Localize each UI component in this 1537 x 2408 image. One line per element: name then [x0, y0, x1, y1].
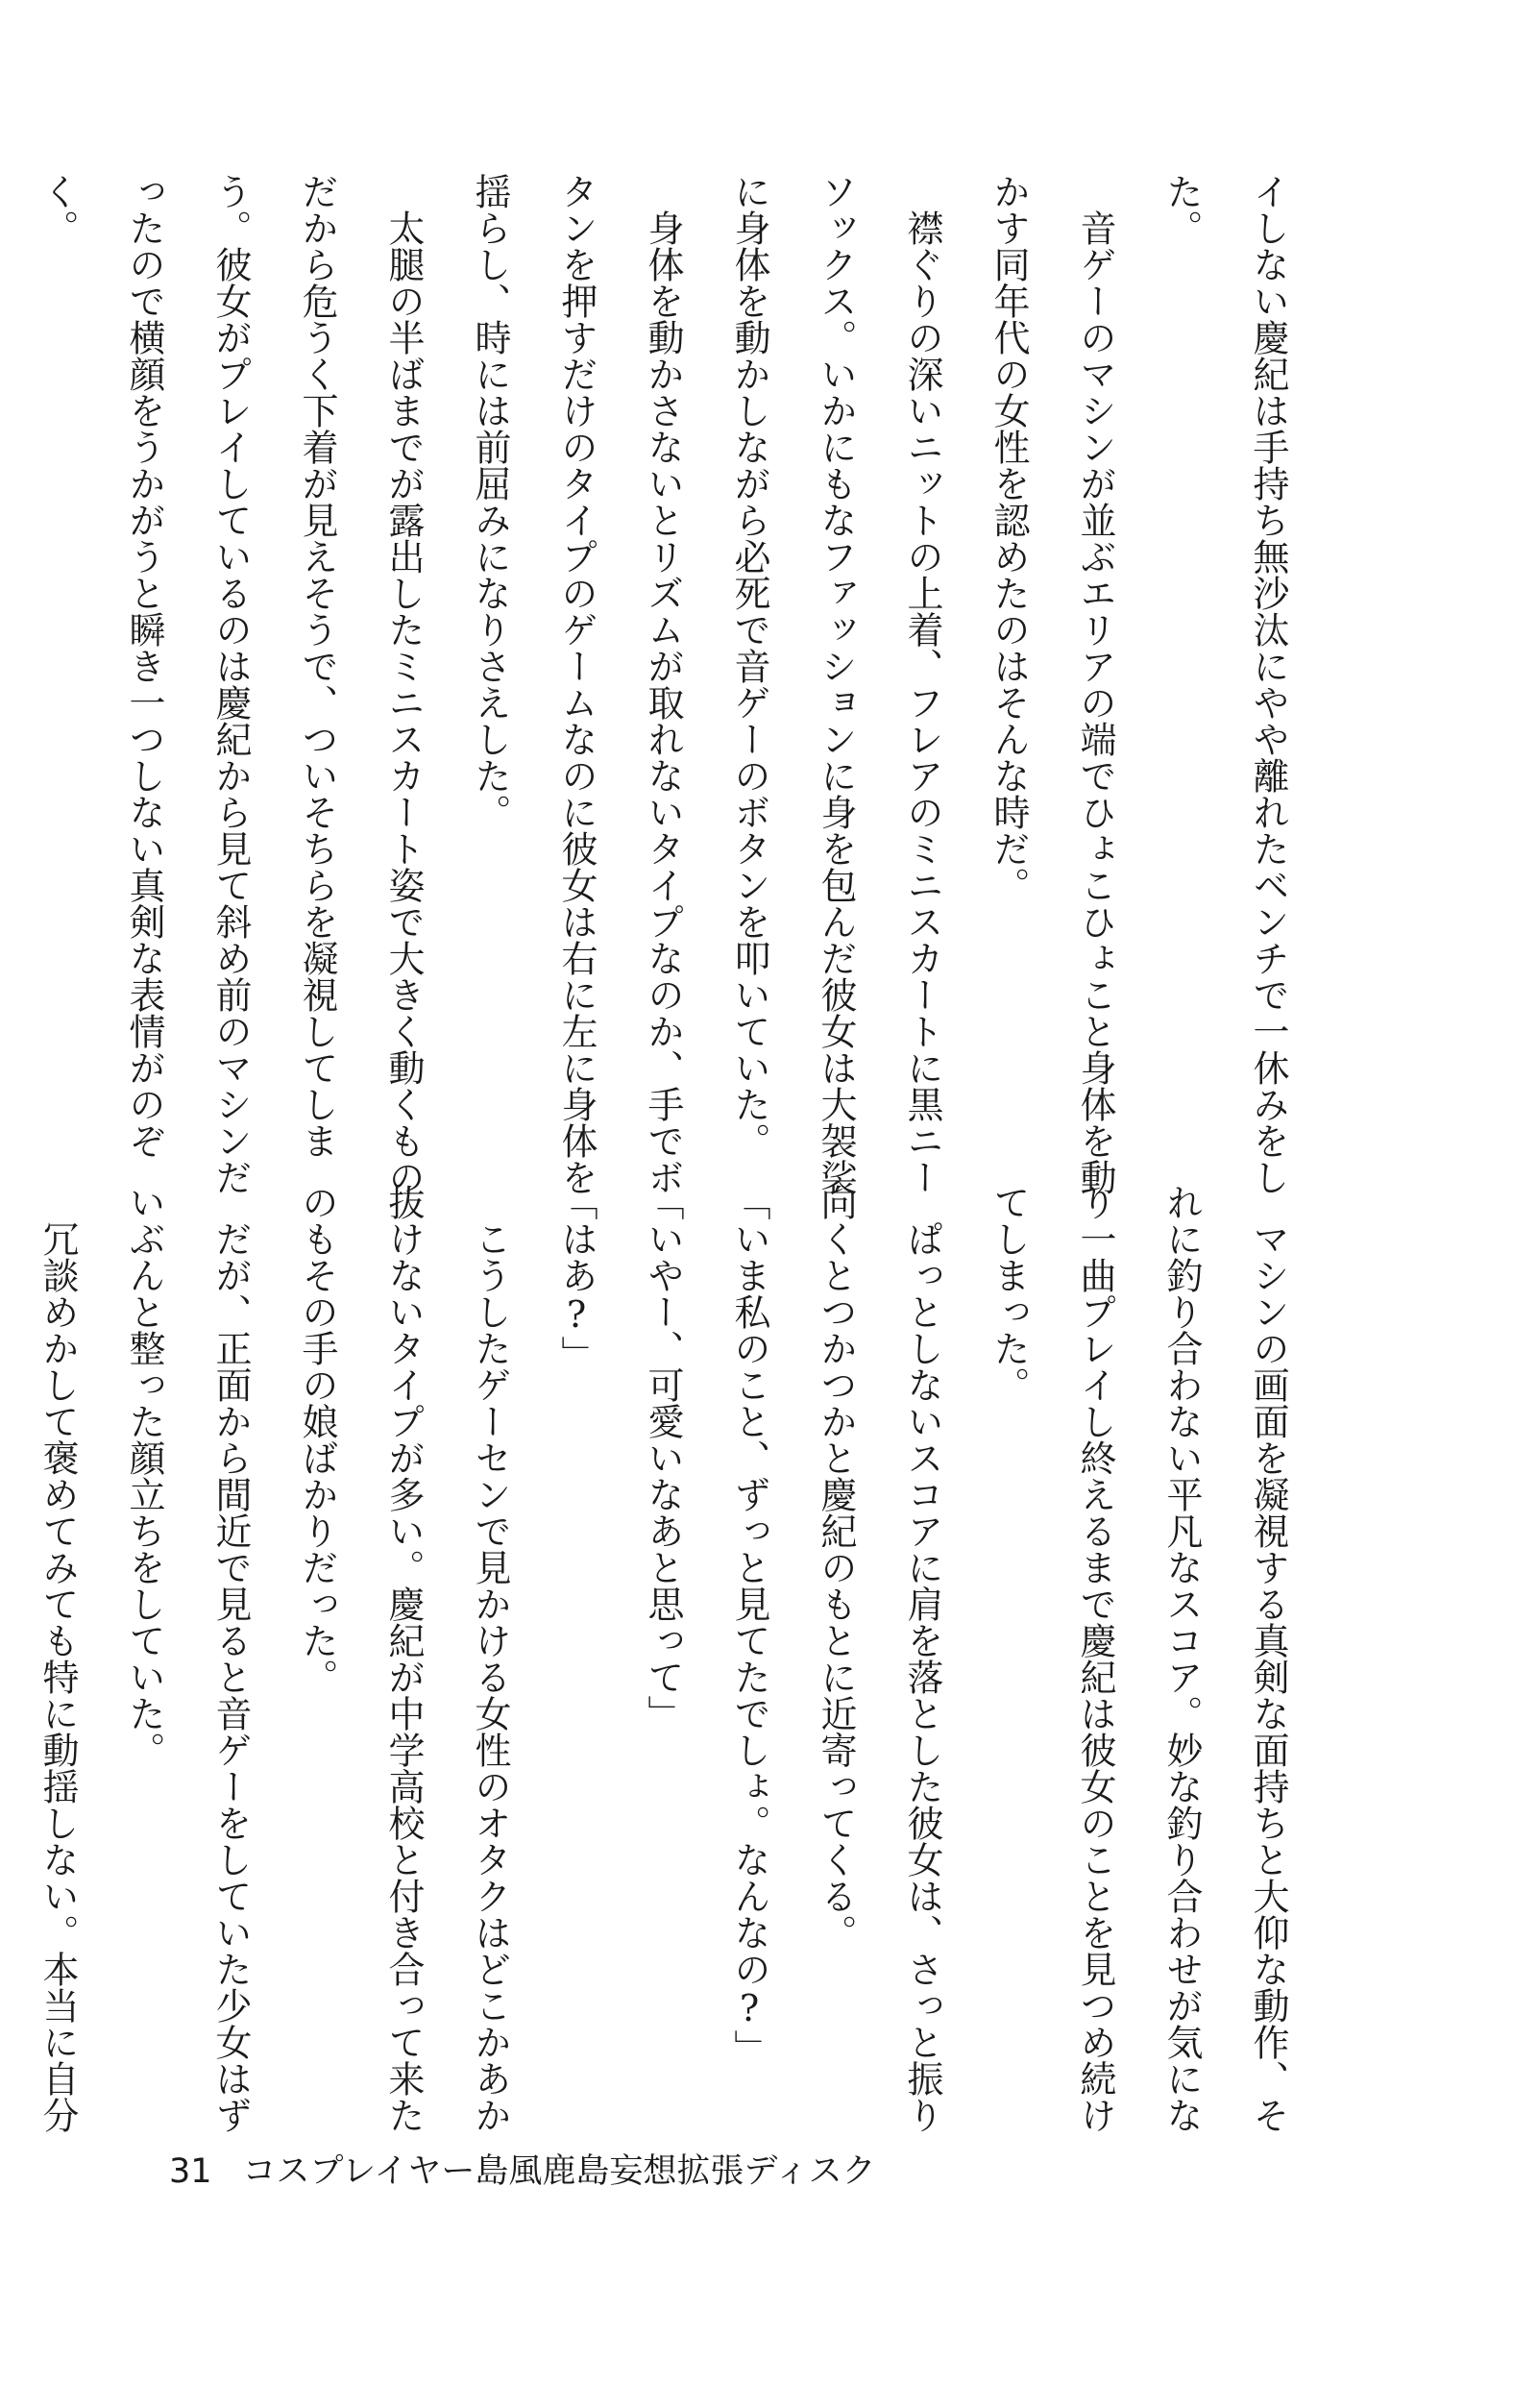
paragraph: マシンの画面を凝視する真剣な面持ちと大仰な動作、それに釣り合わない平凡なスコア。妙な釣り合わせが気になり一曲プレイし終えるまで慶紀は彼女のことを見つめ続けてしまった。 — [988, 1184, 1289, 2133]
paragraph: こうしたゲーセンで見かける女性のオタクはどこかあか抜けないタイプが多い。慶紀が中学高校と付き合って来たのもその手の娘ばかりだった。 — [296, 1184, 511, 2133]
paragraph: 冗談めかして褒めてみても特に動揺しない。本当に自分 — [37, 1220, 79, 2133]
paragraph: 音ゲーのマシンが並ぶエリアの端でひょこひょこと身体を動かす同年代の女性を認めたのはそんな時だ。 — [988, 173, 1116, 1195]
paragraph: ぱっとしないスコアに肩を落とした彼女は、さっと振り向くとつかつかと慶紀のもとに近寄ってくる。 — [815, 1184, 943, 2133]
dialogue-line: 「はあ?」 — [555, 1184, 598, 1372]
dialogue-line: 「いま私のこと、ずっと見てたでしょ。なんなの?」 — [728, 1184, 770, 2066]
paragraph: 襟ぐりの深いニットの上着、フレアのミニスカートに黒ニーソックス。いかにもなファッションに身を包んだ彼女は大袈裟に身体を動かしながら必死で音ゲーのボタンを叩いていた。 — [728, 173, 943, 1195]
paragraph: 身体を動かさないとリズムが取れないタイプなのか、手でボタンを押すだけのタイプのゲームなのに彼女は右に左に身体を揺らし、時には前屈みになりさえした。 — [469, 173, 684, 1195]
text-block-bottom — [37, 1184, 1311, 2145]
paragraph: だが、正面から間近で見ると音ゲーをしていた少女はずいぶんと整った顔立ちをしていた。 — [123, 1184, 252, 2133]
text-block-top — [37, 173, 1311, 1211]
page-footer — [169, 2149, 876, 2195]
dialogue-line: 「いやー、可愛いなあと思って」 — [642, 1184, 684, 1732]
page-number: 31 — [169, 2152, 212, 2191]
paragraph: 太腿の半ばまでが露出したミニスカート姿で大きく動くものだから危うく下着が見えそうで、ついそちらを凝視してしまう。彼女がプレイしているのは慶紀から見て斜め前のマシンだったので横顔をうかがうと瞬き一つしない真剣な表情がのぞく。 — [37, 173, 425, 1195]
book-title: コスプレイヤー島風鹿島妄想拡張ディスク — [242, 2152, 876, 2191]
paragraph: イしない慶紀は手持ち無沙汰にやや離れたベンチで一休みをした。 — [1160, 173, 1289, 1195]
